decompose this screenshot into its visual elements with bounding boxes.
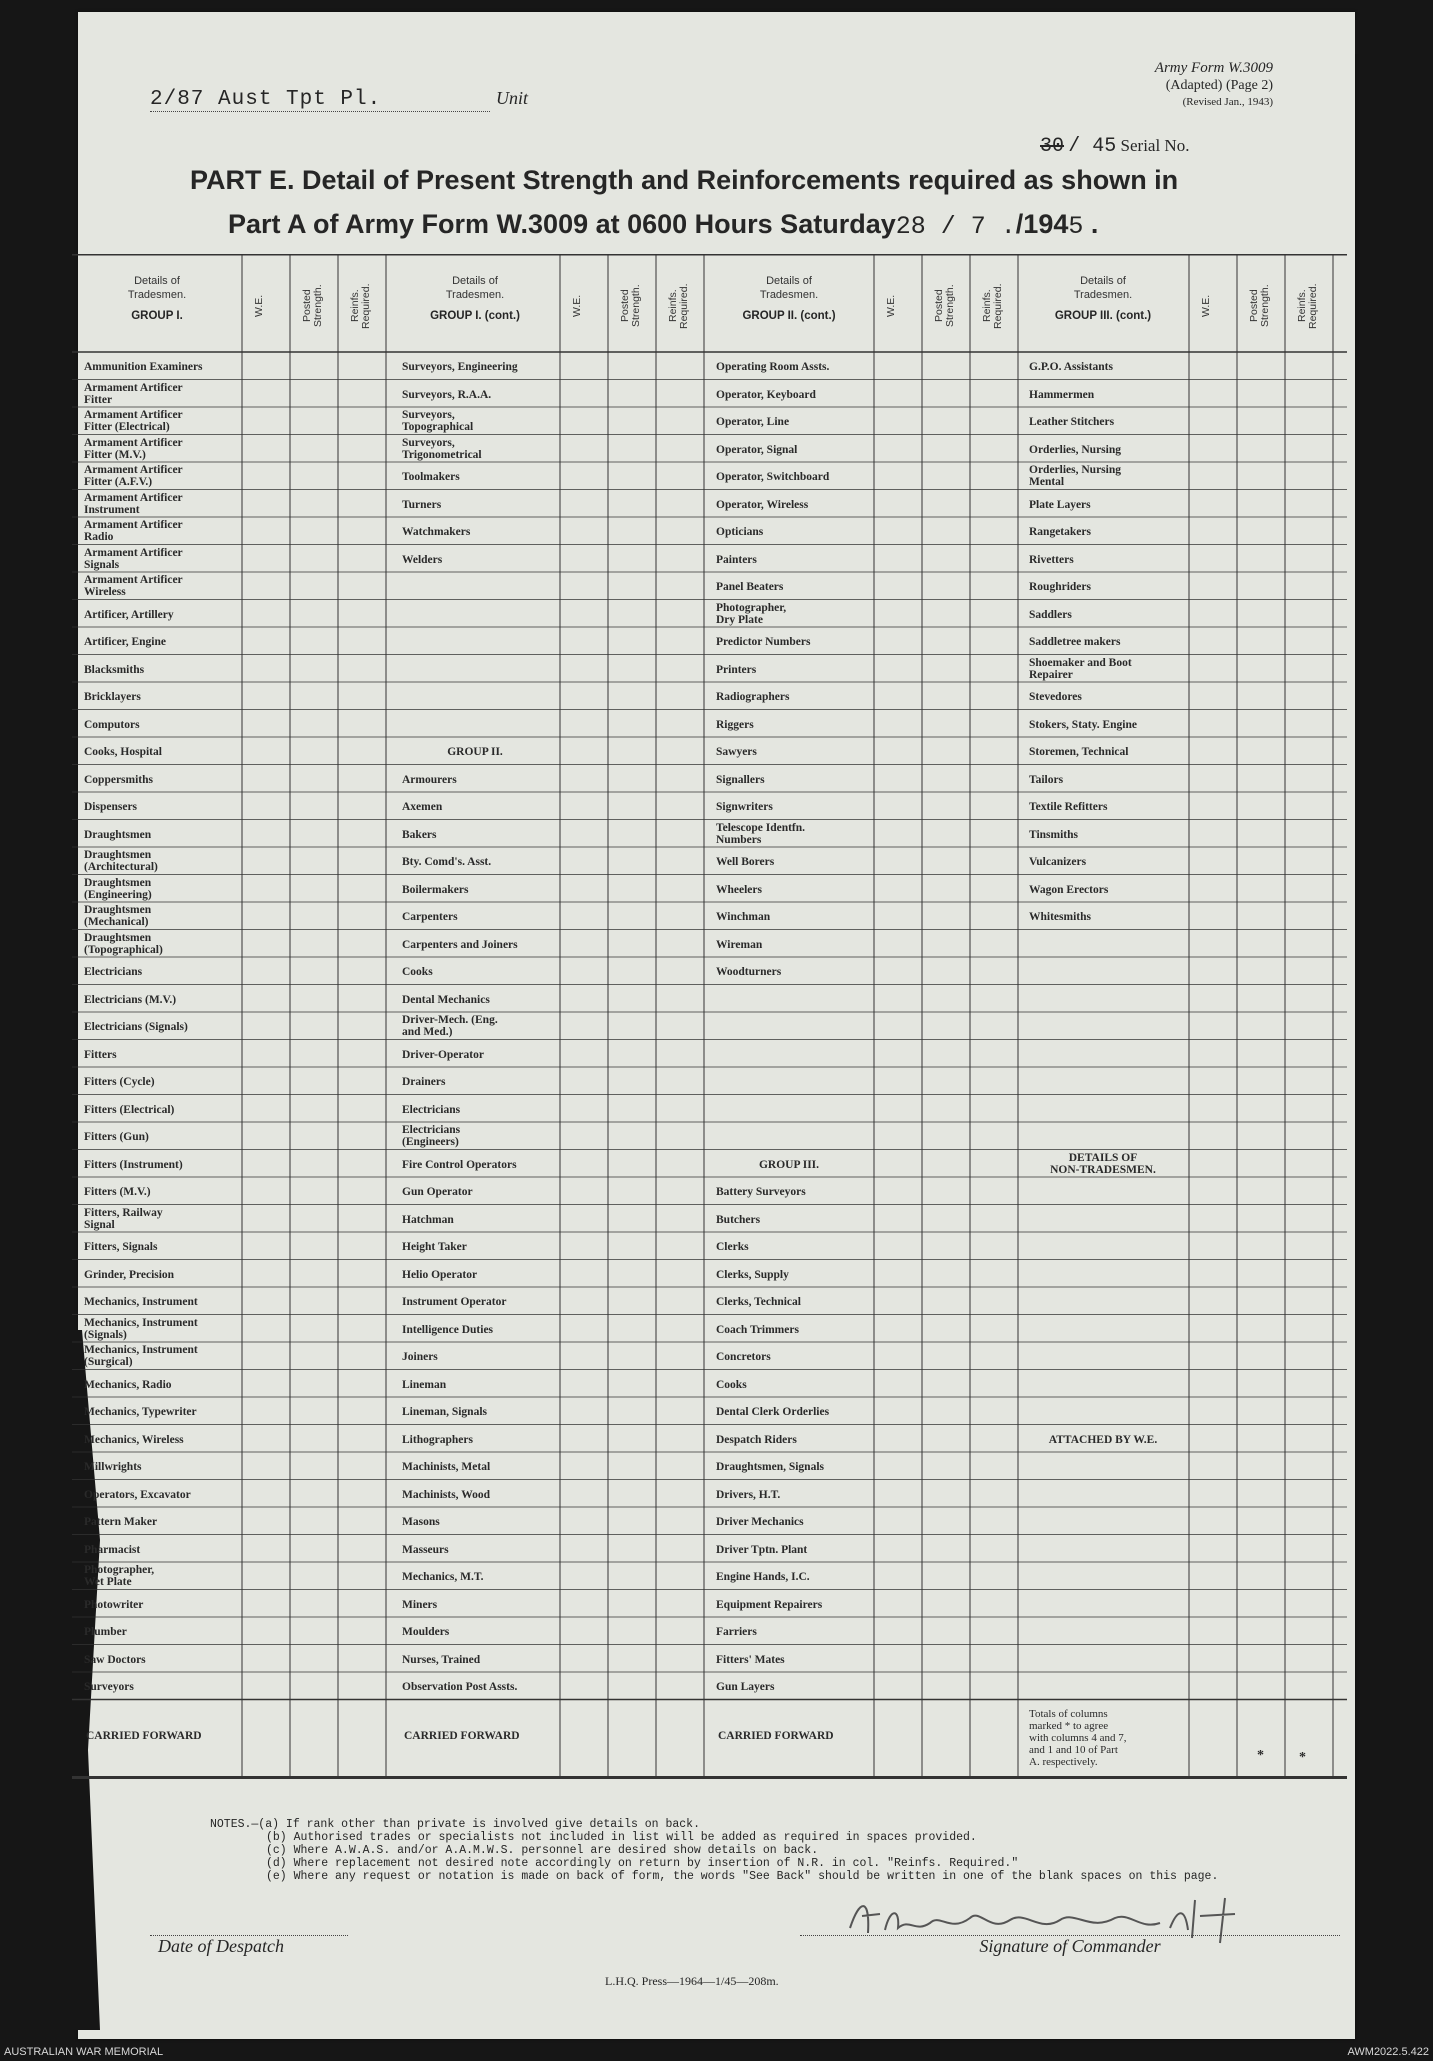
trade-row-label: Armament Artificer Instrument <box>84 491 183 516</box>
revised-label: (Revised Jan., 1943) <box>1182 96 1273 108</box>
trade-row-label: Driver Tptn. Plant <box>716 1543 808 1556</box>
trade-row-label: Stokers, Staty. Engine <box>1029 718 1137 731</box>
trade-row-label: Opticians <box>716 526 764 538</box>
trade-row-label: Draughtsmen, Signals <box>716 1461 824 1473</box>
column-header-posted: Posted Strength. <box>619 284 642 328</box>
trade-row-label: DETAILS OF NON-TRADESMEN. <box>1050 1151 1156 1176</box>
trade-row-label: Saddlers <box>1029 608 1072 621</box>
trade-row-label: Mechanics, Radio <box>84 1378 172 1391</box>
trade-row-label: Dental Mechanics <box>402 993 490 1006</box>
trade-row-label: Observation Post Assts. <box>402 1681 518 1693</box>
trade-row-label: Hammermen <box>1029 388 1095 401</box>
trade-row-label: Saw Doctors <box>84 1653 146 1666</box>
form-title <box>190 158 1270 249</box>
trade-row-label: Machinists, Wood <box>402 1488 490 1501</box>
trade-row-label: Butchers <box>716 1213 761 1226</box>
trade-row-label: Blacksmiths <box>84 663 145 676</box>
trade-row-label: Moulders <box>402 1626 450 1638</box>
trade-row-label: Clerks, Technical <box>716 1296 801 1308</box>
trade-row-label: GROUP II. <box>447 746 503 758</box>
trade-row-label: Computors <box>84 718 140 731</box>
trade-row-label: Whitesmiths <box>1029 911 1091 923</box>
trade-row-label: Tailors <box>1029 773 1064 786</box>
serial-typed: 30 <box>1040 135 1065 158</box>
carried-forward-label: CARRIED FORWARD <box>86 1729 202 1742</box>
serial-label: Serial No. <box>1120 136 1190 155</box>
trade-row-label: Armament Artificer Signals <box>84 546 183 571</box>
trade-row-label: Woodturners <box>716 966 782 978</box>
trade-row-label: Carpenters and Joiners <box>402 938 518 951</box>
trade-row-label: Wireman <box>716 938 763 951</box>
table-grid-lines <box>72 254 1352 1804</box>
trade-row-label: Axemen <box>402 801 443 813</box>
paper-corner <box>1355 20 1383 54</box>
trade-row-label: Plumber <box>84 1626 127 1638</box>
column-header-details: Details of Tradesmen. <box>759 275 819 301</box>
trade-row-label: Mechanics, M.T. <box>402 1571 484 1583</box>
trade-row-label: Despatch Riders <box>716 1433 797 1446</box>
trade-row-label: Fitters (Instrument) <box>84 1158 183 1171</box>
trade-row-label: Drainers <box>402 1076 446 1088</box>
trade-row-label: Bricklayers <box>84 691 141 703</box>
trade-row-label: Instrument Operator <box>402 1296 507 1308</box>
trade-row-label: Mechanics, Wireless <box>84 1433 184 1446</box>
trade-row-label: Joiners <box>402 1351 438 1363</box>
trade-row-label: Toolmakers <box>402 471 460 483</box>
press-imprint: L.H.Q. Press—1964—1/45—208m. <box>605 1974 779 1988</box>
trade-row-label: Artificer, Artillery <box>84 608 174 621</box>
title-line-2-text: Part A of Army Form W.3009 at 0600 Hours Saturday <box>228 209 896 239</box>
title-line-2: Part A of Army Form W.3009 at 0600 Hours Saturday28 / 7 ./1945 . <box>228 209 1099 241</box>
trade-row-label: Fitters (Electrical) <box>84 1103 175 1116</box>
note-line: (d) Where replacement not desired note accordingly on return by insertion of N.R. in col. "Reinfs. Required." <box>266 1857 1019 1870</box>
trade-row-label: Fire Control Operators <box>402 1158 517 1171</box>
trade-row-label: Fitters (Gun) <box>84 1131 149 1143</box>
trade-row-label: Operating Room Assts. <box>716 361 830 373</box>
trade-row-label: Mechanics, Typewriter <box>84 1406 197 1418</box>
trade-row-label: Armament Artificer Radio <box>84 519 183 543</box>
asterisk-mark: * <box>1257 1747 1264 1763</box>
trade-row-label: Driver-Operator <box>402 1048 484 1061</box>
trade-row-label: Wheelers <box>716 883 762 896</box>
unit-value: 2/87 Aust Tpt Pl. <box>150 88 382 111</box>
title-line-1: PART E. Detail of Present Strength and Reinforcements required as shown in <box>190 165 1179 195</box>
column-header-posted: Posted Strength. <box>301 284 324 328</box>
trade-row-label: Draughtsmen <box>84 828 152 841</box>
trade-row-label: Driver-Mech. (Eng. and Med.) <box>402 1014 498 1038</box>
trade-row-label: Cooks, Hospital <box>84 746 162 758</box>
column-header-details: Details of Tradesmen. <box>445 275 505 301</box>
trade-row-label: Millwrights <box>84 1461 142 1473</box>
trade-row-label: Mechanics, Instrument (Signals) <box>84 1316 198 1341</box>
unit-line <box>150 88 528 112</box>
notes-section <box>210 1818 1218 1883</box>
trade-row-label: Grinder, Precision <box>84 1268 175 1281</box>
trade-row-label: Mechanics, Instrument <box>84 1296 198 1308</box>
trade-row-label: Draughtsmen (Architectural) <box>84 849 158 873</box>
credit-right: AWM2022.5.422 <box>1347 2046 1429 2058</box>
carried-forward-label: CARRIED FORWARD <box>404 1729 520 1742</box>
trade-row-label: Operator, Signal <box>716 443 798 456</box>
trade-row-label: Painters <box>716 553 757 566</box>
column-header-we: W.E. <box>253 294 265 318</box>
date-of-despatch-label: Date of Despatch <box>150 1935 348 1957</box>
column-header-reinfs: Reinfs. Required. <box>349 283 372 329</box>
date-year-print: /194 <box>1015 209 1069 239</box>
column-header-group: GROUP II. (cont.) <box>742 310 836 322</box>
trade-row-label: Orderlies, Nursing Mental <box>1029 464 1121 488</box>
trade-row-label: Winchman <box>716 911 771 923</box>
trade-row-label: Plate Layers <box>1029 498 1091 511</box>
trade-row-label: Boilermakers <box>402 883 469 896</box>
trade-row-label: Stevedores <box>1029 691 1082 703</box>
trade-row-label: Photowriter <box>84 1598 144 1611</box>
trade-row-label: Driver Mechanics <box>716 1516 804 1528</box>
note-line: (b) Authorised trades or specialists not included in list will be added as required in spaces provided. <box>266 1831 977 1844</box>
trade-row-label: Machinists, Metal <box>402 1461 491 1473</box>
trade-row-label: Radiographers <box>716 691 790 703</box>
trade-row-label: Coach Trimmers <box>716 1323 799 1336</box>
trade-row-label: Operator, Keyboard <box>716 388 816 401</box>
column-header-group: GROUP III. (cont.) <box>1054 310 1152 322</box>
trade-row-label: Printers <box>716 663 757 676</box>
trade-row-label: Electricians (M.V.) <box>84 993 177 1006</box>
trade-row-label: Armament Artificer Wireless <box>84 574 183 598</box>
trade-row-label: Ammunition Examiners <box>84 361 203 373</box>
serial-number <box>1040 135 1189 158</box>
trade-row-label: Fitters (Cycle) <box>84 1076 155 1088</box>
carried-forward-label: CARRIED FORWARD <box>718 1729 834 1742</box>
trade-row-label: Fitters, Signals <box>84 1241 158 1253</box>
trade-row-label: Riggers <box>716 718 754 731</box>
trade-row-label: Armourers <box>402 773 457 786</box>
column-header-details: Details of Tradesmen. <box>1073 275 1133 301</box>
trade-row-label: ATTACHED BY W.E. <box>1048 1433 1158 1446</box>
trade-row-label: Draughtsmen (Mechanical) <box>84 904 152 928</box>
trade-row-label: Vulcanizers <box>1029 856 1087 868</box>
trade-row-label: Lineman, Signals <box>402 1406 487 1418</box>
trade-row-label: Tinsmiths <box>1029 828 1079 841</box>
trade-row-label: Electricians <box>402 1103 461 1116</box>
trade-row-label: Fitters, Railway Signal <box>84 1206 163 1231</box>
trade-row-label: Signallers <box>716 773 765 786</box>
trade-row-label: Fitters (M.V.) <box>84 1186 151 1198</box>
trade-row-label: Operator, Wireless <box>716 498 809 511</box>
trade-row-label: Pattern Maker <box>84 1516 158 1528</box>
trade-row-label: Masons <box>402 1516 440 1528</box>
strength-table <box>72 254 1352 1804</box>
column-header-group: GROUP I. (cont.) <box>430 310 520 322</box>
trade-row-label: Telescope Identfn. Numbers <box>716 821 806 846</box>
trade-row-label: Textile Refitters <box>1029 801 1108 813</box>
trade-row-label: Battery Surveyors <box>716 1186 806 1198</box>
trade-row-label: Sawyers <box>716 746 757 758</box>
trade-row-label: Turners <box>402 498 442 511</box>
trade-row-label: Electricians <box>84 966 143 978</box>
trade-row-label: Height Taker <box>402 1241 467 1253</box>
trade-row-label: Gun Layers <box>716 1681 775 1693</box>
date-month: 7 <box>970 212 986 241</box>
column-header-reinfs: Reinfs. Required. <box>1296 283 1319 329</box>
note-line: (e) Where any request or notation is made on back of form, the words "See Back" should be written in one of the blank spaces on this page. <box>266 1870 1219 1883</box>
trade-row-label: Concretors <box>716 1351 771 1363</box>
trade-row-label: Cooks <box>402 966 433 978</box>
trade-row-label: Coppersmiths <box>84 773 154 786</box>
trade-row-label: Leather Stitchers <box>1029 416 1115 428</box>
trade-row-label: Predictor Numbers <box>716 636 811 648</box>
trade-row-label: Watchmakers <box>402 526 471 538</box>
trade-row-label: G.P.O. Assistants <box>1029 361 1113 373</box>
date-year-typed: 5 <box>1068 212 1084 241</box>
note-line: (c) Where A.W.A.S. and/or A.A.M.W.S. personnel are desired show details on back. <box>266 1844 819 1857</box>
trade-row-label: Artificer, Engine <box>84 636 166 648</box>
trade-row-label: Fitters <box>84 1048 117 1061</box>
asterisk-mark: * <box>1299 1749 1306 1765</box>
trade-row-label: Lineman <box>402 1378 447 1391</box>
trade-row-label: Clerks <box>716 1241 749 1253</box>
trade-row-label: Bakers <box>402 828 437 841</box>
trade-row-label: Drivers, H.T. <box>716 1488 781 1501</box>
trade-row-label: Fitters' Mates <box>716 1653 785 1666</box>
trade-row-label: Operator, Line <box>716 416 790 428</box>
column-header-we: W.E. <box>1200 294 1212 318</box>
column-header-reinfs: Reinfs. Required. <box>981 283 1004 329</box>
army-form-label: Army Form W.3009 <box>1154 60 1273 76</box>
column-header-reinfs: Reinfs. Required. <box>667 283 690 329</box>
trade-row-label: GROUP III. <box>758 1158 820 1171</box>
trade-row-label: Draughtsmen (Engineering) <box>84 876 152 901</box>
column-header-we: W.E. <box>885 294 897 318</box>
column-header-posted: Posted Strength. <box>933 284 956 328</box>
trade-row-label: Photographer, Dry Plate <box>716 601 787 626</box>
totals-note: Totals of columns marked * to agree with columns 4 and 7, and 1 and 10 of Part A. respectively. <box>1029 1707 1127 1768</box>
trade-row-label: Orderlies, Nursing <box>1029 443 1121 456</box>
trade-row-label: Equipment Repairers <box>716 1598 823 1611</box>
trade-row-label: Photographer, Wet Plate <box>84 1564 155 1588</box>
trade-row-label: Miners <box>402 1598 438 1611</box>
date-day: 28 <box>895 212 926 241</box>
trade-row-label: Dental Clerk Orderlies <box>716 1406 830 1418</box>
serial-rest: / 45 <box>1068 135 1117 158</box>
adapted-label: (Adapted) (Page 2) <box>1165 78 1273 93</box>
trade-row-label: Panel Beaters <box>716 581 784 593</box>
trade-row-label: Engine Hands, I.C. <box>716 1571 810 1583</box>
trade-row-label: Clerks, Supply <box>716 1268 789 1281</box>
trade-row-label: Dispensers <box>84 801 138 813</box>
trade-row-label: Wagon Erectors <box>1029 883 1109 896</box>
trade-row-label: Saddletree makers <box>1029 636 1121 648</box>
column-header-details: Details of Tradesmen. <box>127 275 187 301</box>
trade-row-label: Helio Operator <box>402 1268 478 1281</box>
column-header-posted: Posted Strength. <box>1248 284 1271 328</box>
trade-row-label: Signwriters <box>716 801 773 813</box>
trade-row-label: Nurses, Trained <box>402 1653 481 1666</box>
trade-row-label: Welders <box>402 553 443 566</box>
trade-row-label: Electricians (Signals) <box>84 1021 188 1033</box>
trade-row-label: Surveyors, Engineering <box>402 361 518 373</box>
trade-row-label: Surveyors <box>84 1681 134 1693</box>
signature-of-commander-label: Signature of Commander <box>800 1935 1340 1957</box>
credit-left: AUSTRALIAN WAR MEMORIAL <box>4 2046 164 2058</box>
trade-row-label: Farriers <box>716 1626 757 1638</box>
column-header-we: W.E. <box>571 294 583 318</box>
trade-row-label: Rivetters <box>1029 553 1074 566</box>
trade-row-label: Bty. Comd's. Asst. <box>402 856 492 868</box>
column-header-group: GROUP I. <box>131 310 183 322</box>
trade-row-label: Gun Operator <box>402 1186 473 1198</box>
trade-row-label: Electricians (Engineers) <box>402 1124 461 1148</box>
trade-row-label: Draughtsmen (Topographical) <box>84 931 163 956</box>
unit-label: Unit <box>496 88 529 108</box>
trade-row-label: Roughriders <box>1029 581 1091 593</box>
trade-row-label: Pharmacist <box>84 1543 141 1556</box>
form-identifier <box>1155 60 1273 111</box>
trade-row-label: Surveyors, Topographical <box>402 409 474 433</box>
trade-row-label: Cooks <box>716 1378 747 1391</box>
trade-row-label: Armament Artificer Fitter (M.V.) <box>84 436 183 461</box>
trade-row-label: Rangetakers <box>1029 526 1091 538</box>
trade-row-label: Armament Artificer Fitter (A.F.V.) <box>84 464 183 488</box>
trade-row-label: Armament Artificer Fitter <box>84 381 183 406</box>
trade-row-label: Masseurs <box>402 1543 449 1556</box>
trade-row-label: Operator, Switchboard <box>716 471 830 483</box>
trade-row-label: Lithographers <box>402 1433 473 1446</box>
trade-row-label: Carpenters <box>402 911 458 923</box>
trade-row-label: Surveyors, R.A.A. <box>402 388 492 401</box>
trade-row-label: Storemen, Technical <box>1029 746 1129 758</box>
trade-row-label: Mechanics, Instrument (Surgical) <box>84 1344 198 1368</box>
trade-row-label: Armament Artificer Fitter (Electrical) <box>84 409 183 433</box>
trade-row-label: Operators, Excavator <box>84 1488 191 1501</box>
note-line: NOTES.—(a) If rank other than private is involved give details on back. <box>210 1818 700 1831</box>
trade-row-label: Hatchman <box>402 1213 454 1226</box>
trade-row-label: Well Borers <box>716 856 775 868</box>
trade-row-label: Intelligence Duties <box>402 1323 494 1336</box>
trade-row-label: Shoemaker and Boot Repairer <box>1029 656 1132 681</box>
trade-row-label: Surveyors, Trigonometrical <box>402 436 482 461</box>
